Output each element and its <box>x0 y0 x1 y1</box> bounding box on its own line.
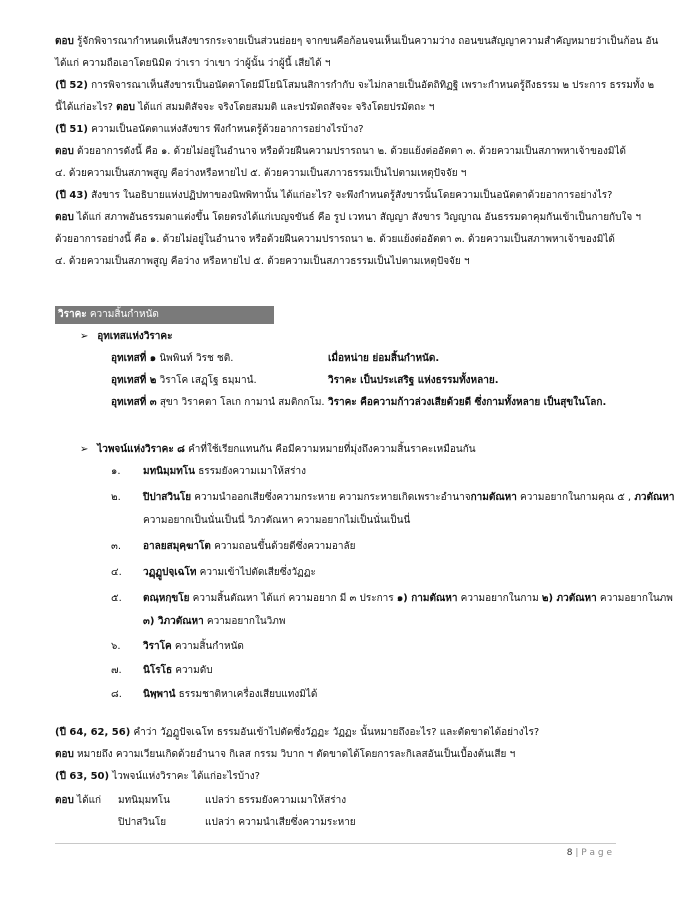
item-desc: ความอยากในภพ <box>599 593 673 604</box>
item-desc: ความนำออกเสียซึ่งความกระหาย ความกระหายเกิดเพราะอำนาจ <box>194 492 471 503</box>
answer-text: ด้วยอาการดังนี้ คือ ๑. ด้วยไม่อยู่ในอำนาจ หรือด้วยฝืนความปรารถนา ๒. ด้วยแย้งต่ออัตตา ๓. ด้วยความเป็นสภาพหาเจ้าของมิได้ <box>77 146 626 157</box>
page-number: 8 <box>566 848 573 858</box>
item-desc: ความเข้าไปตัดเสียซึ่งวัฏฏะ <box>199 567 316 578</box>
list-item-continuation <box>143 615 285 629</box>
item-term: มทนิมฺมทโน <box>143 466 196 477</box>
page-label: P a g e <box>581 848 612 858</box>
uddesa-heading <box>80 330 172 344</box>
answer-label: ตอบ <box>55 212 74 223</box>
uddesa-translation: วิราคะ เป็นประเสริฐ แห่งธรรมทั้งหลาย. <box>328 375 499 386</box>
list-number: ๑. <box>111 466 121 477</box>
text-line <box>55 255 616 269</box>
answer-text: ได้แก่ สมมติสัจจะ จริงโดยสมมติ และปรมัตถสัจจะ จริงโดยปรมัตถะ ฯ <box>138 102 435 113</box>
list-item <box>143 640 244 654</box>
list-number: ๘. <box>111 689 122 700</box>
uddesa-pali: สุขา วิราคตา โลเก กามานํ สมติกกโม. <box>159 397 325 408</box>
section-label: วิราคะ <box>58 309 87 320</box>
vevacana-heading <box>80 443 476 457</box>
question-year: (ปี 63, 50) <box>55 771 110 782</box>
list-number: ๒. <box>111 492 121 503</box>
question-year: (ปี 43) <box>55 190 88 201</box>
item-desc: ธรรมชาติหาเครื่องเสียบแทงมิได้ <box>178 689 318 700</box>
item-term: ๒) ภวตัณหา <box>541 593 597 604</box>
item-desc: ความอยากในกาม <box>460 593 539 604</box>
question-text: ความเป็นอนัตตาแห่งสังขาร พึงกำหนดรู้ด้วยอาการอย่างไรบ้าง? <box>91 124 364 135</box>
section-header <box>55 306 274 324</box>
uddesa-label: อุทเทสที่ ๓ <box>111 397 157 408</box>
list-item <box>143 465 306 479</box>
item-term: ๓) วิภวตัณหา <box>143 616 204 627</box>
answer-text: ๔. ด้วยความเป็นสภาพสูญ คือว่างหรือหายไป ๕. ด้วยความเป็นสภาวธรรมเป็นไปตามเหตุปัจจัย ฯ <box>55 168 467 179</box>
question-text: ไวพจน์แห่งวิราคะ ได้แก่อะไรบ้าง? <box>112 771 260 782</box>
item-desc: ความสิ้นกำหนัด <box>174 641 244 652</box>
list-item <box>143 592 673 606</box>
answer-line <box>55 748 616 762</box>
item-term: ตณฺหกฺขโย <box>143 593 190 604</box>
answer-text: ๔. ด้วยความเป็นสภาพสูญ คือว่าง หรือหายไป ๕. ด้วยความเป็นสภาวธรรมเป็นไปตามเหตุปัจจัย ฯ <box>55 256 470 267</box>
arrow-bullet-icon: ➢ <box>80 444 89 455</box>
uddesa-translation: วิราคะ คือความก้าวล่วงเสียด้วยดี ซึ่งกามทั้งหลาย เป็นสุขในโลก. <box>328 397 607 408</box>
item-term: ปิปาสวินโย <box>143 492 192 503</box>
item-term: วิราโค <box>143 641 172 652</box>
text-line <box>55 233 616 247</box>
text-line <box>55 57 616 71</box>
vevacana-heading-text: ไวพจน์แห่งวิราคะ ๘ <box>97 444 185 455</box>
answer-text: หมายถึง ความเวียนเกิดด้วยอำนาจ กิเลส กรรม วิบาก ฯ ตัดขาดได้โดยการละกิเลสอันเป็นเบื้องต้นเสีย ฯ <box>77 749 516 760</box>
uddesa-row-left <box>111 374 257 388</box>
question-year: (ปี 52) <box>55 80 88 91</box>
item-term: ภวตัณหา <box>634 492 675 503</box>
list-item <box>143 664 213 678</box>
uddesa-label: อุทเทสที่ ๒ <box>111 375 157 386</box>
list-item-continuation <box>143 514 410 528</box>
answer-line <box>55 145 626 159</box>
section-title: ความสิ้นกำหนัด <box>89 309 159 320</box>
item-desc: ธรรมยังความเมาให้สร่าง <box>198 466 306 477</box>
item-term: นิโรโธ <box>143 665 173 676</box>
text-line <box>55 167 616 181</box>
answer-text: รู้จักพิจารณากำหนดเห็นสังขารกระจายเป็นส่วนย่อยๆ จากขนคือก้อนจนเห็นเป็นความว่าง ถอนขนสัญญาความสำคัญหมายว่าเป็นก้อน อัน <box>77 36 659 47</box>
list-item <box>143 540 355 554</box>
uddesa-pali: วิราโค เสฏฺโฐ ธมฺมานํ. <box>159 375 257 386</box>
uddesa-row-left <box>111 352 233 366</box>
uddesa-heading-text: อุทเทสแห่งวิราคะ <box>97 331 173 342</box>
item-term: อาลยสมุคฺฆาโต <box>143 541 211 552</box>
vevacana-heading-rest: คำที่ใช้เรียกแทนกัน คือมีความหมายที่มุ่งถึงความสิ้นราคะเหมือนกัน <box>188 444 476 455</box>
item-term: นิพฺพานํ <box>143 689 176 700</box>
question-line <box>55 123 616 137</box>
question-text: การพิจารณาเห็นสังขารเป็นอนัตตาโดยมีโยนิโสมนสิการกำกับ จะไม่กลายเป็นอัตถิทิฏฐิ เพราะกำหนดรู้ถึงธรรม ๒ ประการ ธรรมทั้ง ๒ <box>91 80 655 91</box>
answer-label: ตอบ <box>55 749 74 760</box>
uddesa-row-left <box>111 396 325 410</box>
question-year: (ปี 51) <box>55 124 88 135</box>
question-text: คำว่า วัฏฏูปัจเฉโท ธรรมอันเข้าไปตัดซึ่งวัฏฏะ วัฏฏะ นั้นหมายถึงอะไร? และตัดขาดได้อย่างไร? <box>133 727 540 738</box>
item-desc: ความอยากเป็นนั่นเป็นนี่ วิภวตัณหา ความอยากไม่เป็นนั่นเป็นนี่ <box>143 515 411 526</box>
question-line <box>55 726 616 740</box>
answer-meaning: แปลว่า ธรรมยังความเมาให้สร่าง <box>205 795 347 806</box>
list-number: ๓. <box>111 541 122 552</box>
answer-label: ตอบ <box>55 36 74 47</box>
question-line <box>55 770 616 784</box>
list-number: ๕. <box>111 593 122 604</box>
arrow-bullet-icon: ➢ <box>80 331 89 342</box>
answer-meaning: แปลว่า ความนำเสียซึ่งความระหาย <box>205 817 356 828</box>
footer-divider <box>55 843 616 844</box>
list-item <box>143 688 317 702</box>
page-footer <box>567 848 612 858</box>
answer-line <box>55 35 659 49</box>
answer-label: ตอบ <box>116 102 135 113</box>
answer-term: ปิปาสวินโย <box>118 817 167 828</box>
item-term: ๑) กามตัณหา <box>396 593 458 604</box>
page-separator: | <box>572 848 582 858</box>
question-text: สังขาร ในอธิบายแห่งปฏิปทาของนิพพิทานั้น ได้แก่อะไร? จะพึงกำหนดรู้สังขารนั้นโดยความเป็นอนัตตาด้วยอาการอย่างไร? <box>91 190 613 201</box>
list-item <box>143 491 675 505</box>
item-desc: ความดับ <box>175 665 213 676</box>
answer-text: ได้แก่ ความถือเอาโดยนิมิต ว่าเรา ว่าเขา ว่าผู้นั้น ว่าผู้นี้ เสียได้ ฯ <box>55 58 331 69</box>
question-line <box>55 79 655 93</box>
question-line <box>55 189 616 203</box>
item-desc: ความถอนขึ้นด้วยดีซึ่งความอาลัย <box>214 541 356 552</box>
list-number: ๖. <box>111 641 121 652</box>
item-term: กามตัณหา <box>470 492 517 503</box>
item-term: วฏฺฏูปจฺเฉโท <box>143 567 197 578</box>
list-number: ๗. <box>111 665 122 676</box>
uddesa-pali: นิพพินท์ วิรช ชติ. <box>159 353 234 364</box>
answer-label: ตอบ <box>55 795 74 806</box>
question-year: (ปี 64, 62, 56) <box>55 727 131 738</box>
item-desc: ความอยากในวิภพ <box>206 616 286 627</box>
list-number: ๔. <box>111 567 122 578</box>
question-text: นี้ได้แก่อะไร? <box>55 102 113 113</box>
question-answer-line <box>55 101 616 115</box>
uddesa-translation: เมื่อหน่าย ย่อมสิ้นกำหนัด. <box>328 353 440 364</box>
answer-label: ตอบ <box>55 146 74 157</box>
uddesa-label: อุทเทสที่ ๑ <box>111 353 157 364</box>
answer-text: ด้วยอาการอย่างนี้ คือ ๑. ด้วยไม่อยู่ในอำนาจ หรือด้วยฝืนความปรารถนา ๒. ด้วยแย้งต่ออัตตา ๓. ด้วยความเป็นสภาพหาเจ้าของมิได้ <box>55 234 615 245</box>
answer-line <box>55 211 641 225</box>
answer-prefix: ได้แก่ <box>77 795 102 806</box>
item-desc: ความสิ้นตัณหา ได้แก่ ความอยาก มี ๓ ประการ <box>192 593 394 604</box>
item-desc: ความอยากในกามคุณ ๕ , <box>520 492 632 503</box>
answer-text: ได้แก่ สภาพอันธรรมดาแต่งขึ้น โดยตรงได้แก่เบญจขันธ์ คือ รูป เวทนา สัญญา สังขาร วิญญาณ อันธรรมดาคุมกันเข้าเป็นกายกับใจ ฯ <box>77 212 641 223</box>
list-item <box>143 566 316 580</box>
answer-term: มทนิมฺมทโน <box>118 795 171 806</box>
